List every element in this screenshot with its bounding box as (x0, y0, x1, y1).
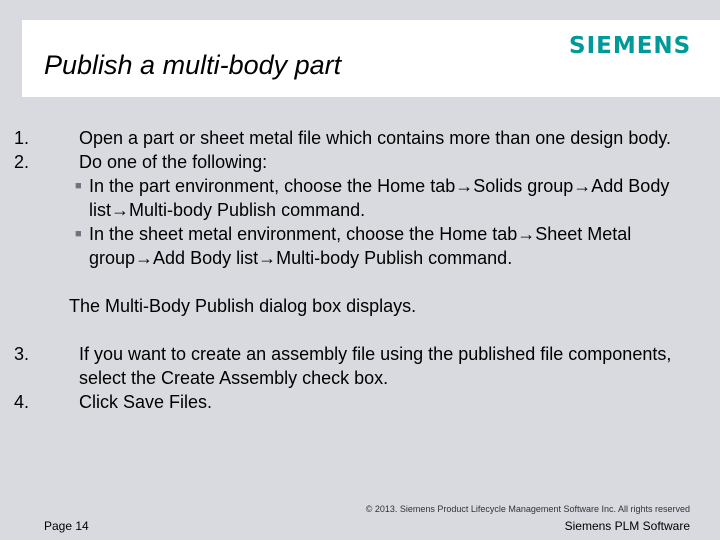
copyright-notice: © 2013. Siemens Product Lifecycle Management Software Inc. All rights reserved (365, 504, 690, 514)
sub-item-text: In the sheet metal environment, choose the Home tab→Sheet Metal group→Add Body list→Multi-body Publish command. (89, 224, 632, 268)
footer-brand: Siemens PLM Software (564, 519, 690, 533)
step-text: Do one of the following: (79, 152, 268, 172)
siemens-logo: SIEMENS (569, 33, 692, 59)
step-text: Click Save Files. (79, 392, 213, 412)
list-item (14, 390, 704, 414)
square-bullet-icon: ■ (75, 180, 82, 192)
list-item (14, 150, 704, 174)
step-number: 1. (14, 128, 30, 148)
step-text: Open a part or sheet metal file which contains more than one design body. (79, 128, 672, 148)
step-number: 3. (14, 344, 30, 364)
note-text: The Multi-Body Publish dialog box displays. (69, 296, 417, 316)
sub-item-text: In the part environment, choose the Home tab→Solids group→Add Body list→Multi-body Publish command. (89, 176, 670, 220)
step-text: If you want to create an assembly file using the published file components, select the Create Assembly check box. (79, 344, 672, 388)
slide-content (14, 126, 704, 414)
square-bullet-icon: ■ (75, 228, 82, 240)
page-title: Publish a multi-body part (44, 50, 342, 80)
step-number: 4. (14, 392, 30, 412)
list-item (14, 126, 704, 150)
list-item (14, 342, 704, 390)
step-number: 2. (14, 152, 30, 172)
sub-list-item (14, 222, 704, 270)
sub-list-item (14, 174, 704, 222)
page-number: Page 14 (44, 519, 89, 533)
